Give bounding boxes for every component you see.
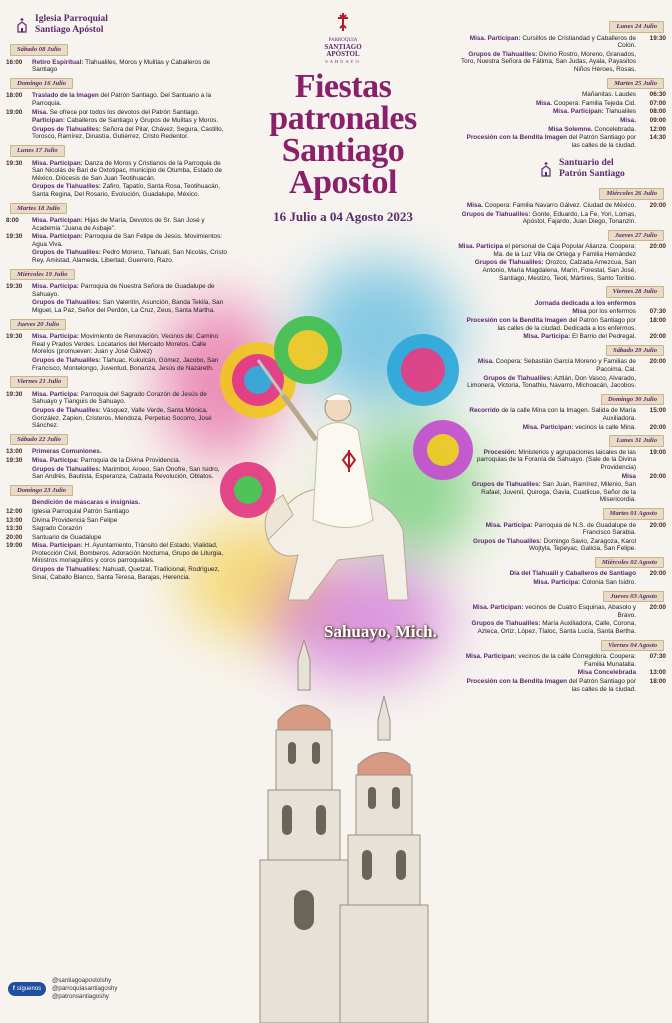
day-label: Miércoles 26 Julio [599, 188, 664, 200]
event-row [458, 91, 670, 99]
center-panel [228, 0, 458, 1023]
event-time: 13:00 [6, 516, 23, 524]
social-handle-1[interactable]: @santiagoapostolshy [52, 977, 112, 984]
event-time [6, 299, 28, 314]
church-towers-illustration [228, 640, 458, 1023]
event-text: Misa. Participa: Parroquia de N.S. de Guadalupe de Francisco Sarabia. [485, 521, 636, 537]
event-text: Misa. Participan: H. Ayuntamiento, Tránsito del Estado, Vialidad, Protección Civil, Bomberos. Adoración Nocturna, Grupo de Liturgia, Ministros monaguillos y coros parroquiales. [32, 542, 224, 565]
day-block [458, 227, 670, 284]
event-text: Misa. Participan: vecinos la calle Mina. [522, 423, 636, 431]
day-block [6, 41, 228, 75]
date-range: 16 Julio a 04 Agosto 2023 [273, 209, 413, 224]
right-header [538, 158, 670, 179]
day-label: Jueves 03 Agosto [603, 591, 664, 603]
event-time: 19:30 [6, 159, 23, 167]
event-time: 20:00 [649, 521, 666, 529]
event-text: Bendición de máscaras e insignias. [32, 499, 140, 507]
santiago-illustration [188, 300, 488, 620]
logo-sub: SAHUAYO [325, 59, 361, 64]
event-text: Retiro Espiritual: Tlahualiles, Moros y Mulitas y Caballeros de Santiago [32, 58, 211, 74]
event-time: 09:00 [649, 116, 666, 124]
event-text: Grupos de Tlahualiles: Pedro Moreno, Tlahuali, San Nicolás, Cristo Rey, Amistad, Alameda, Libertad, Guerrero, Razo. [32, 249, 227, 265]
event-text: Misa. [620, 116, 636, 124]
event-text: Misa. Se ofrece por todos los devotos del Patrón Santiago. [32, 108, 200, 116]
event-time: 13:30 [6, 525, 23, 533]
event-row [458, 300, 670, 308]
left-header-line2: Santiago Apóstol [35, 24, 104, 35]
event-time [6, 499, 28, 507]
event-text: Grupos de Tlahualiles: Orozco, Calzada Amezcua, San Antonio, María Magdalena, Marín, Forestal, San José, Santiago, Mestizo, Teoti, Mártires, Santo Toribio. [474, 259, 636, 282]
event-text: Grupos de Tlahualiles: Señora del Pilar, Chávez, Segura, Castillo, Torosco, Ramírez, Dinastía, Gutiérrez, Cristo Redentor. [32, 125, 224, 141]
day-label: Viernes 21 Julio [10, 376, 68, 388]
event-text: Día del Tlahualil y Caballeros de Santiago [509, 570, 636, 578]
day-label: Jueves 20 Julio [10, 319, 66, 331]
event-time: 19:30 [649, 34, 666, 42]
event-row [458, 211, 670, 226]
event-text: Misa. Participan: Danza de Moros y Cristianos de la Parroquia de San Nicolás de Bari de Oxtotipac, municipio de Otumba, Estado de México. Diócesis de San Juan Teotihuacán. [32, 159, 223, 182]
event-row [6, 126, 228, 141]
day-block [458, 75, 670, 151]
social-handle-3[interactable]: @patronsantiagoshy [52, 993, 109, 1000]
event-row [458, 358, 670, 373]
day-label: Lunes 31 Julio [609, 435, 664, 447]
event-time: 15:00 [649, 407, 666, 415]
event-text: Misa. Participa: Movimiento de Renovación. Vecinos de: Camino Real y Prados Verdes. Locatarios del Mercado Morelos. Calle Morelos (promueven: Juan y José Gálvez) [32, 333, 219, 356]
event-text: Procesión con la Bendita Imagen del Patrón Santiago por las calles de la ciudad. [466, 134, 636, 149]
event-text: Mañanitas. Laudes [581, 91, 636, 99]
right-schedule-bottom [458, 185, 670, 694]
event-row [458, 481, 670, 504]
event-row [458, 538, 670, 553]
event-text: Grupos de Tlahualiles: Divino Rostro, Moreno, Granados, Toro, Nuestra Señora de Fátima, San Judas, Ayala, Payasitos Niños Héroes, Rosas. [460, 50, 636, 73]
event-text: Iglesia Parroquial Patrón Santiago [32, 507, 129, 515]
day-block [458, 637, 670, 695]
day-block [6, 200, 228, 266]
event-time: 07:30 [649, 308, 666, 316]
event-row [458, 407, 670, 422]
title-line2: patronales [269, 100, 417, 137]
event-row [458, 259, 670, 282]
event-text: Grupos de Tlahualiles: Marimbol, Aroeo, San Onofre, San Isidro, San Andrés, Bautista, Esperanza, Calzada Revolución, Oblatos. [32, 465, 220, 481]
event-row [458, 51, 670, 74]
event-text: Grupos de Tlahualiles: Gonte, Eduardo, La Fe, Yori, Lomas, Apóstol, Fajardo, Juan Diego, Tonanzin. [461, 210, 636, 226]
event-row [458, 108, 670, 116]
day-label: Martes 25 Julio [607, 78, 664, 90]
event-text: Grupos de Tlahualiles: Tlahuac, Kukulcán, Gómez, Jacobo, San Francisco, Montelongo, Juventud, Bonanza, Jesús de Nazareth. [32, 357, 219, 372]
event-time: 14:30 [649, 134, 666, 142]
event-row [458, 100, 670, 108]
event-text: Misa. Participa: Colonia San Isidro. [533, 579, 636, 587]
title-line3: Santiago [281, 132, 405, 169]
event-text: Misa. Coopera: Familia Navarro Gálvez. Ciudad de México. [466, 201, 636, 209]
event-text: Sagrado Corazón [32, 525, 83, 533]
event-time: 20:00 [6, 533, 23, 541]
event-time [6, 566, 28, 581]
event-text: Misa. Coopera: Sebastián García Moreno y Familias de Pacoima, Cal. [477, 358, 636, 373]
church-icon [14, 17, 30, 33]
event-time: 12:00 [6, 507, 23, 515]
event-text: Misa. Participan: Parroquia de San Felipe de Jesús. Movimientos: Agua Viva. [32, 233, 223, 248]
event-text: Grupos de Tlahualiles: María Auxiliadora, Calle, Corona, Azteca, Ortiz, López, Tlaloc, Santa Lucía, Santa Bertha. [471, 620, 636, 636]
day-label: Sábado 29 Julio [606, 345, 664, 357]
event-time: 16:00 [6, 58, 23, 66]
event-time: 20:00 [649, 201, 666, 209]
feather-headdress-left [220, 316, 342, 418]
event-row [458, 620, 670, 635]
event-text: Grupos de Tlahualiles: Aztlán, Don Vasco, Alvarado, Limonera, Victoria, Tonathiu, Navarro, Michoacán, Jacobos. [467, 374, 636, 390]
event-row [6, 249, 228, 264]
event-time: 13:00 [649, 669, 666, 677]
event-row [458, 308, 670, 316]
event-row [458, 202, 670, 210]
day-label: Viernes 28 Julio [606, 286, 664, 298]
event-text: Grupos de Tlahualiles: San Juan, Ramírez, Milenio, San Rafael, Juvenil, Quiroga, Gavia, Cuatlicue, Señor de la Misericordia. [471, 481, 636, 504]
event-time: 20:00 [649, 570, 666, 578]
right-header-line2: Patrón Santiago [559, 168, 625, 179]
event-time: 19:30 [6, 456, 23, 464]
event-row [458, 35, 670, 50]
event-time [6, 357, 28, 372]
day-label: Martes 01 Agosto [603, 508, 664, 520]
event-time: 19:30 [6, 390, 23, 398]
right-column [458, 0, 670, 694]
social-links [8, 976, 117, 1001]
event-time: 18:00 [649, 317, 666, 325]
day-label: Sábado 22 Julio [10, 434, 68, 446]
event-text: Misa. Participa: Parroquia del Sagrado Corazón de Jesús de Sahuayo y Tianguis de Sahuayo. [32, 390, 207, 406]
event-text: Primeras Comuniones. [32, 448, 102, 456]
event-text: Procesión con la Bendita Imagen del Patrón Santiago por las calles de la ciudad. Dedicada a los enfermos. [466, 317, 636, 332]
social-handle-2[interactable]: @parroquiasantiagoshy [52, 985, 118, 992]
day-label: Martes 18 Julio [10, 203, 67, 215]
logo-small: PARROQUIA [328, 38, 358, 43]
event-row [458, 117, 670, 125]
event-row [458, 579, 670, 587]
event-time: 19:30 [6, 283, 23, 291]
event-row [458, 604, 670, 619]
day-label: Lunes 17 Julio [10, 145, 65, 157]
event-time [6, 183, 28, 198]
event-time: 8:00 [6, 217, 19, 225]
day-label: Miércoles 02 Agosto [595, 557, 664, 569]
day-block [458, 342, 670, 391]
day-label: Miércoles 19 Julio [10, 269, 75, 281]
event-time: 12:00 [649, 125, 666, 133]
logo-name2: APÓSTOL [326, 50, 360, 58]
event-time [6, 466, 28, 481]
event-time: 20:00 [649, 472, 666, 480]
event-row [458, 333, 670, 341]
event-row [458, 134, 670, 149]
location-label: Sahuayo, Mich. [324, 622, 437, 641]
event-time: 06:30 [649, 91, 666, 99]
event-text: Misa. Participan: vecinos de la calle Corregidora. Coopera: Familia Munatalla. [465, 653, 636, 668]
event-text: Jornada dedicada a los enfermos [534, 299, 636, 307]
event-text: Misa Solemne. Concelebrada. [548, 125, 636, 133]
event-time: 19:30 [6, 233, 23, 241]
event-row [458, 473, 670, 481]
event-text: Traslado de la Imagen del Patrón Santiago. Del Santuario a la Parroquia. [32, 92, 212, 107]
day-label: Domingo 16 Julio [10, 78, 73, 90]
event-time [6, 126, 28, 141]
event-time: 19:00 [649, 448, 666, 456]
santiago-cross-icon [336, 12, 350, 32]
event-row [458, 424, 670, 432]
event-time: 07:30 [649, 653, 666, 661]
event-row [458, 570, 670, 578]
day-label: Viernes 04 Agosto [601, 640, 664, 652]
event-time: 08:00 [649, 108, 666, 116]
day-block [458, 588, 670, 637]
event-text: Grupos de Tlahualiles: San Valentín, Asunción, Banda Tekila, San Miguel, La Paz, Señor del Perdón, La Cruz, Zeus, Santa Martha. [32, 299, 224, 315]
event-text: Grupos de Tlahualiles: Nahuatl, Quetzal, Tradicional, Rodríguez, Sinaí, Caballo Blanco, Santa Teresa, Barajas, Herencia. [32, 566, 220, 581]
event-text: Misa. Participan: vecinos de Cuatro Esquinas, Abasolo y Bravo. [472, 604, 636, 619]
event-text: Misa. Participa: Parroquia de la Divina Providencia. [32, 456, 181, 464]
event-time: 20:00 [649, 333, 666, 341]
day-block [458, 554, 670, 588]
day-label: Sábado 08 Julio [10, 44, 68, 56]
left-header [14, 14, 228, 35]
event-text: Procesión con la Bendita Imagen del Patrón Santiago por las calles de la ciudad. [466, 678, 636, 693]
event-time: 19:00 [6, 542, 23, 550]
event-text: Misa Concelebrada [577, 669, 636, 677]
event-text: Misa. Coopera: Familia Tejeda Cid. [535, 99, 636, 107]
event-text: Misa. Participan: Tlahualiles [552, 108, 636, 116]
event-row [458, 449, 670, 472]
logo-name1: SANTIAGO [324, 43, 362, 51]
event-row [458, 522, 670, 537]
event-row [458, 653, 670, 668]
event-text: Misa. Participa el personal de Caja Popular Alianza. Coopera: Ma. de la Luz Villa de Ortega y Familia Hernández [458, 243, 636, 258]
event-time [6, 249, 28, 264]
event-text: Grupos de Tlahualiles: Domingo Savio, Zaragoza, Karol Wojtyla, Tepeyac, Galicia, San Felipe. [472, 537, 636, 553]
day-label: Jueves 27 Julio [608, 230, 664, 242]
right-header-line1: Santuario del [559, 158, 614, 169]
event-text: Grupos de Tlahualiles: Zafiro, Tapatío, Santa Rosa, Teotihuacán, Santa Regina, Del Rosario, Evolución, Guadalupe, México. [32, 183, 221, 198]
day-block [6, 75, 228, 142]
event-row [6, 183, 228, 198]
follow-badge[interactable] [8, 982, 46, 996]
event-time: 20:00 [649, 243, 666, 251]
day-block [458, 18, 670, 75]
event-row [6, 92, 228, 107]
event-row [458, 243, 670, 258]
day-block [458, 505, 670, 554]
event-time: 13:00 [6, 448, 23, 456]
event-row [458, 669, 670, 677]
event-time: 19:30 [6, 333, 23, 341]
day-block [458, 432, 670, 505]
event-text: Misa. Participan: Cursillos de Cristiandad y Caballeros de Colón. [469, 34, 636, 50]
event-row [6, 59, 228, 74]
event-text: Misa por los enfermos [572, 308, 636, 316]
event-row [6, 117, 228, 125]
event-text: Santuario de Guadalupe [32, 533, 102, 541]
page-title [228, 68, 458, 201]
event-row [6, 217, 228, 232]
day-label: Lunes 24 Julio [609, 21, 664, 33]
event-row [6, 283, 228, 298]
event-time: 20:00 [649, 358, 666, 366]
day-label: Domingo 23 Julio [10, 485, 73, 497]
event-row [458, 678, 670, 693]
event-text: Participan: Caballeros de Santiago y Grupos de Mulitas y Moros. [32, 117, 219, 125]
event-text: Divina Providencia San Felipe [32, 516, 118, 524]
event-time: 20:00 [649, 604, 666, 612]
event-text: Misa. Participan: Hijas de María, Devotos de Sr. San José y Academia "Juana de Asbaje". [32, 217, 205, 232]
event-time [6, 407, 28, 430]
event-row [6, 109, 228, 117]
title-line4: Apostol [289, 164, 397, 201]
church-icon [538, 161, 554, 177]
day-block [458, 391, 670, 432]
event-text: Misa. Participa: Parroquia de Nuestra Señora de Guadalupe de Sahuayo. [32, 283, 215, 298]
facebook-icon: f [12, 985, 15, 992]
event-text: Recorrido de la calle Mina con la Imagen. Salida de María Auxiliadora. [469, 407, 636, 422]
event-row [458, 317, 670, 332]
left-header-line1: Iglesia Parroquial [35, 14, 108, 24]
event-time: 20:00 [649, 423, 666, 431]
event-row [6, 160, 228, 183]
event-time: 18:00 [649, 678, 666, 685]
day-block [458, 283, 670, 342]
event-text: Misa. Participa: El Barrio del Pedregal. [523, 333, 636, 341]
follow-label: síguenos [16, 985, 42, 992]
title-line1: Fiestas [294, 68, 392, 105]
event-row [458, 375, 670, 390]
event-text: Misa [621, 472, 636, 480]
event-time: 18:00 [6, 92, 23, 100]
right-schedule-top [458, 18, 670, 150]
event-text: Grupos de Tlahualiles: Vásquez, Valle Verde, Santa Mónica, González, Zapien, Cristeros, Mendoza, Perpetuo Socorro, José Sánchez. [32, 406, 212, 430]
event-time: 07:00 [649, 99, 666, 107]
event-time [6, 117, 28, 125]
day-block [6, 142, 228, 200]
day-label: Domingo 30 Julio [601, 394, 664, 406]
event-row [458, 126, 670, 134]
day-block [458, 185, 670, 226]
event-row [6, 233, 228, 248]
event-time: 19:00 [6, 108, 23, 116]
event-text: Procesión: Ministerios y agrupaciones laicales de las parroquias de la Foranía de Sahuayo. (Sale de la Divina Providencia) [476, 448, 636, 471]
